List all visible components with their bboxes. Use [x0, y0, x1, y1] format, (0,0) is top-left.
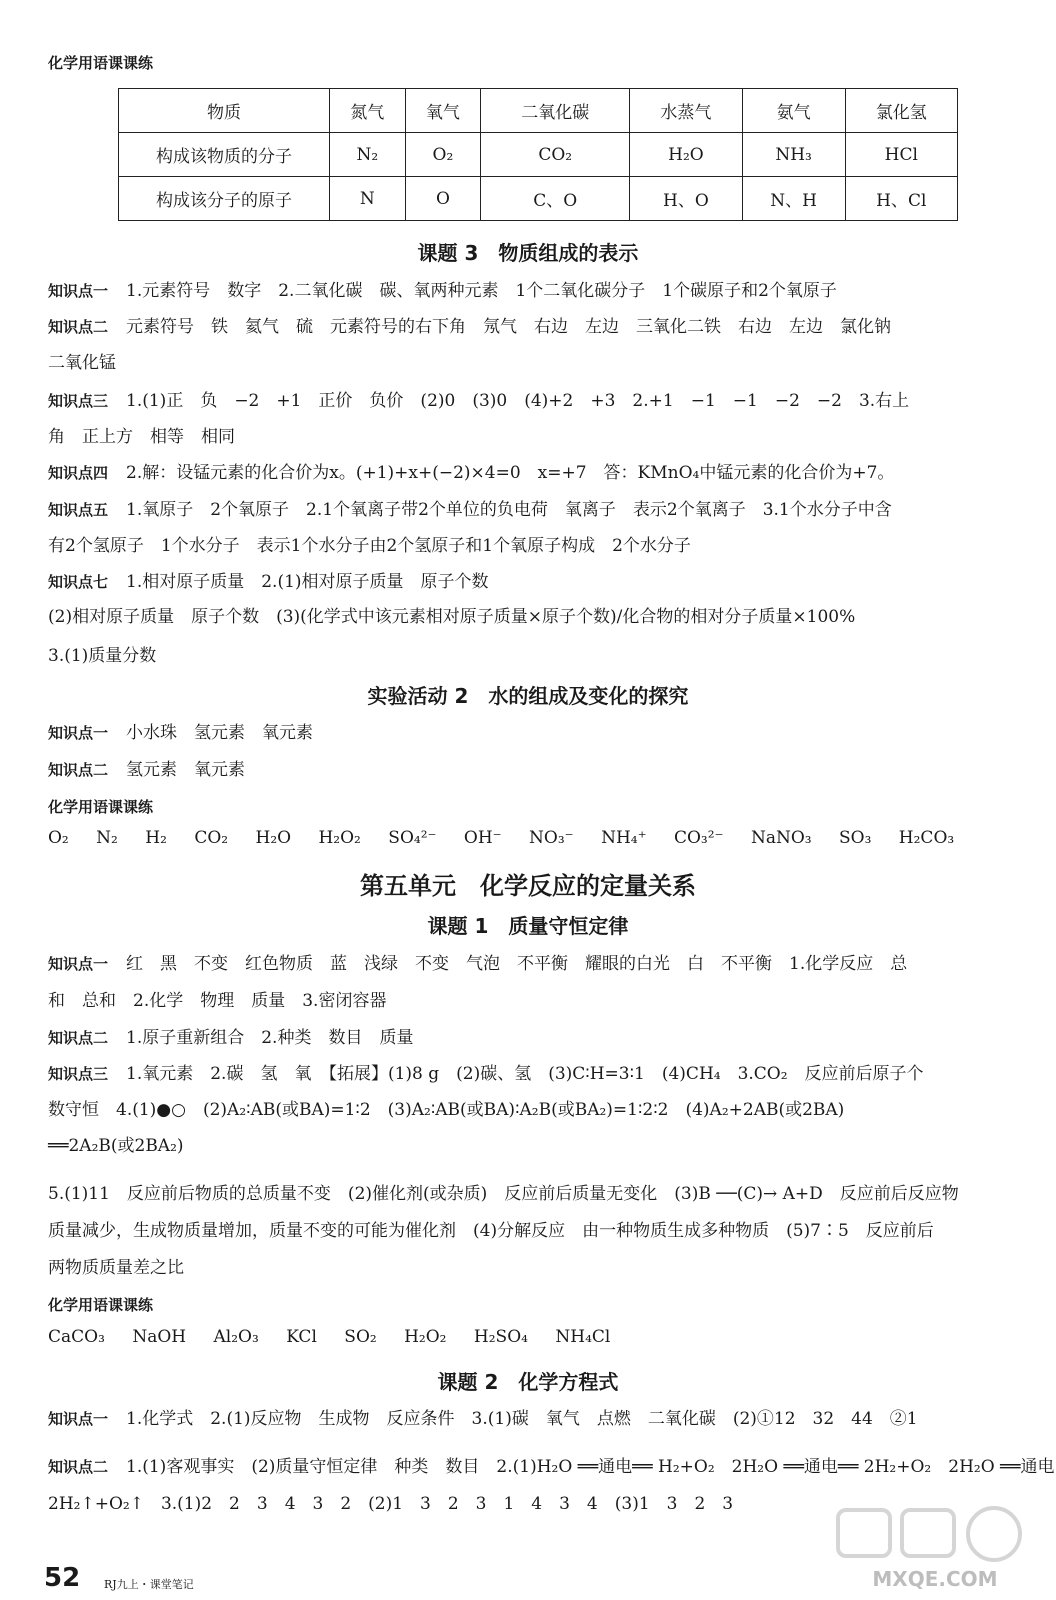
- unit-title: 第五单元 化学反应的定量关系: [360, 872, 696, 900]
- kp-text: 1.元素符号 数字 2.二氧化碳 碳、氧两种元素 1个二氧化碳分子 1个碳原子和2个氧原子: [126, 281, 837, 301]
- kp-label: 知识点二: [48, 318, 109, 336]
- formula: SO₃: [838, 828, 872, 848]
- kp-text: 小水珠 氢元素 氧元素: [126, 723, 314, 743]
- kp-continuation: 和 总和 2.化学 物理 质量 3.密闭容器: [48, 991, 387, 1011]
- kp-text: 氢元素 氧元素: [126, 760, 246, 780]
- section-label: 化学用语课课练: [48, 798, 154, 816]
- table-cell: 氧气: [405, 89, 481, 133]
- table-cell: H、O: [630, 177, 742, 221]
- lesson-title: 课题 1 质量守恒定律: [427, 914, 629, 938]
- table-cell: 构成该物质的分子: [119, 133, 330, 177]
- question-5: 5.(1)11 反应前后物质的总质量不变 (2)催化剂(或杂质) 反应前后质量无变化 (3)B ──(C)→ A+D 反应前后反应物: [48, 1184, 959, 1204]
- kp-continuation: 两物质质量差之比: [48, 1258, 184, 1278]
- kp-label: 知识点四: [48, 464, 109, 482]
- formula: H₂SO₄: [473, 1327, 528, 1347]
- kp-label: 知识点三: [48, 392, 109, 410]
- formula: H₂O₂: [318, 828, 361, 848]
- kp-continuation: ══2A₂B(或2BA₂): [48, 1136, 184, 1156]
- kp-text: 红 黑 不变 红色物质 蓝 浅绿 不变 气泡 不平衡 耀眼的白光 白 不平衡 1.化学反应 总: [126, 954, 908, 974]
- formula: H₂O₂: [404, 1327, 447, 1347]
- formula: H₂O: [255, 828, 292, 848]
- table-cell: O₂: [405, 133, 481, 177]
- formula: NaOH: [132, 1327, 187, 1347]
- formula-list: [48, 1327, 632, 1347]
- formula: CaCO₃: [48, 1327, 105, 1347]
- kp-label: 知识点五: [48, 501, 109, 519]
- kp-text: 1.(1)客观事实 (2)质量守恒定律 种类 数目 2.(1)H₂O ══通电══ H₂+O₂ 2H₂O ══通电══ 2H₂+O₂ 2H₂O ══通电: [126, 1457, 1055, 1477]
- knowledge-point: [48, 316, 1034, 338]
- kp-continuation: 3.(1)质量分数: [48, 646, 157, 666]
- kp-continuation: 角 正上方 相等 相同: [48, 427, 235, 447]
- kp-text: 1.原子重新组合 2.种类 数目 质量: [126, 1028, 414, 1048]
- table-cell: CO₂: [481, 133, 630, 177]
- knowledge-point: [48, 1063, 1034, 1085]
- knowledge-point: [48, 1408, 1034, 1430]
- knowledge-point: [48, 953, 1034, 975]
- table-cell: N₂: [330, 133, 406, 177]
- formula: SO₂: [344, 1327, 377, 1347]
- molecule-table: [118, 88, 958, 221]
- table-cell: 氮气: [330, 89, 406, 133]
- table-cell: 构成该分子的原子: [119, 177, 330, 221]
- kp-text: 1.化学式 2.(1)反应物 生成物 反应条件 3.(1)碳 氧气 点燃 二氧化碳 (2)①12 32 44 ②1: [126, 1409, 918, 1429]
- kp-continuation: 二氧化锰: [48, 353, 116, 373]
- knowledge-point: [48, 499, 1034, 521]
- lesson-title: 实验活动 2 水的组成及变化的探究: [367, 684, 689, 708]
- kp-continuation: 数守恒 4.(1)●○ (2)A₂∶AB(或BA)=1∶2 (3)A₂∶AB(或BA)∶A₂B(或BA₂)=1∶2∶2 (4)A₂+2AB(或2BA): [48, 1100, 845, 1120]
- formula: CO₂: [194, 828, 229, 848]
- kp-text: 1.氧原子 2个氧原子 2.1个氧离子带2个单位的负电荷 氧离子 表示2个氧离子 3.1个水分子中含: [126, 500, 892, 520]
- table-cell: NH₃: [742, 133, 845, 177]
- kp-label: 知识点二: [48, 1458, 109, 1476]
- kp-continuation: 质量减少，生成物质量增加，质量不变的可能为催化剂 (4)分解反应 由一种物质生成多种物质 (5)7∶5 反应前后: [48, 1221, 934, 1241]
- table-cell: 氯化氢: [845, 89, 957, 133]
- table-cell: N、H: [742, 177, 845, 221]
- kp-label: 知识点三: [48, 1065, 109, 1083]
- table-header-row: [119, 89, 958, 133]
- formula: NH₄⁺: [601, 828, 647, 848]
- knowledge-point: [48, 759, 1034, 781]
- formula-list: [48, 828, 976, 848]
- kp-label: 知识点一: [48, 724, 109, 742]
- formula: CO₃²⁻: [673, 828, 724, 848]
- section-label: 化学用语课课练: [48, 1296, 154, 1314]
- kp-label: 知识点一: [48, 282, 109, 300]
- kp-label: 知识点二: [48, 1029, 109, 1047]
- watermark-text: MXQE.COM: [872, 1567, 998, 1591]
- footer-label: RJ九上・课堂笔记: [104, 1578, 194, 1591]
- table-row: [119, 177, 958, 221]
- kp-label: 知识点七: [48, 573, 109, 591]
- knowledge-point: [48, 571, 1034, 593]
- page-number: 52: [44, 1563, 81, 1593]
- lesson-title: 课题 2 化学方程式: [437, 1370, 619, 1394]
- watermark-logo: [830, 1498, 1040, 1598]
- kp-text: 2.解：设锰元素的化合价为x。(+1)+x+(−2)×4=0 x=+7 答：KMnO₄中锰元素的化合价为+7。: [126, 463, 895, 483]
- formula: N₂: [96, 828, 118, 848]
- knowledge-point: [48, 1027, 1034, 1049]
- kp-continuation: 有2个氢原子 1个水分子 表示1个水分子由2个氢原子和1个氧原子构成 2个水分子: [48, 536, 691, 556]
- table-cell: 二氧化碳: [481, 89, 630, 133]
- table-cell: HCl: [845, 133, 957, 177]
- section-label: 化学用语课课练: [48, 54, 154, 72]
- table-cell: C、O: [481, 177, 630, 221]
- formula: H₂CO₃: [898, 828, 955, 848]
- kp-label: 知识点二: [48, 761, 109, 779]
- knowledge-point: [48, 280, 1034, 302]
- formula: KCl: [286, 1327, 317, 1347]
- kp-continuation: (2)相对原子质量 原子个数 (3)(化学式中该元素相对原子质量×原子个数)/化合物的相对分子质量×100%: [48, 607, 856, 627]
- kp-text: 1.(1)正 负 −2 +1 正价 负价 (2)0 (3)0 (4)+2 +3 2.+1 −1 −1 −2 −2 3.右上: [126, 391, 910, 411]
- knowledge-point: [48, 1456, 1055, 1478]
- knowledge-point: [48, 390, 1034, 412]
- formula: Al₂O₃: [213, 1327, 259, 1347]
- table-cell: 物质: [119, 89, 330, 133]
- kp-label: 知识点一: [48, 955, 109, 973]
- table-cell: N: [330, 177, 406, 221]
- knowledge-point: [48, 462, 1034, 484]
- table-cell: H₂O: [630, 133, 742, 177]
- formula: NO₃⁻: [529, 828, 574, 848]
- table-row: [119, 133, 958, 177]
- table-cell: O: [405, 177, 481, 221]
- kp-label: 知识点一: [48, 1410, 109, 1428]
- formula: OH⁻: [463, 828, 502, 848]
- table-cell: 水蒸气: [630, 89, 742, 133]
- formula: O₂: [48, 828, 69, 848]
- table-cell: H、Cl: [845, 177, 957, 221]
- kp-text: 1.相对原子质量 2.(1)相对原子质量 原子个数: [126, 572, 489, 592]
- kp-text: 元素符号 铁 氦气 硫 元素符号的右下角 氖气 右边 左边 三氧化二铁 右边 左边 氯化钠: [126, 317, 892, 337]
- kp-text: 1.氧元素 2.碳 氢 氧 【拓展】(1)8 g (2)碳、氢 (3)C∶H=3∶1 (4)CH₄ 3.CO₂ 反应前后原子个: [126, 1064, 924, 1084]
- formula: H₂: [145, 828, 167, 848]
- kp-continuation: 2H₂↑+O₂↑ 3.(1)2 2 3 4 3 2 (2)1 3 2 3 1 4 3 4 (3)1 3 2 3: [48, 1494, 734, 1514]
- formula: NH₄Cl: [555, 1327, 611, 1347]
- table-cell: 氨气: [742, 89, 845, 133]
- formula: SO₄²⁻: [388, 828, 437, 848]
- knowledge-point: [48, 722, 1034, 744]
- formula: NaNO₃: [750, 828, 812, 848]
- lesson-title: 课题 3 物质组成的表示: [417, 241, 639, 265]
